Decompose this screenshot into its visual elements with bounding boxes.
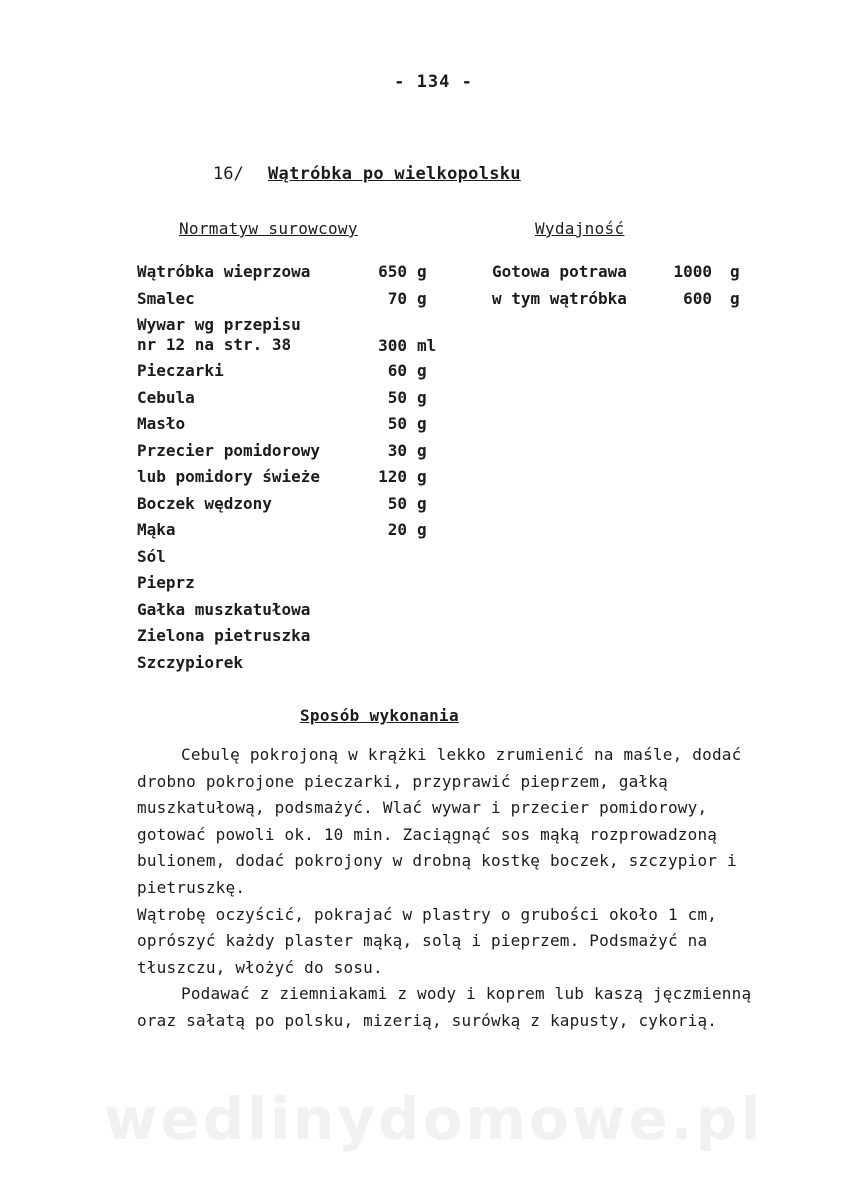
ingredient-name: Masło — [137, 414, 186, 433]
ingredient-quantity: 300 — [378, 336, 407, 355]
ingredient-unit: g — [417, 414, 427, 433]
ingredient-quantity: 70 — [387, 288, 407, 308]
ingredient-name: Pieprz — [137, 573, 195, 592]
ingredient-row — [137, 653, 457, 680]
ingredient-row — [137, 467, 457, 494]
ingredient-quantity: 120 — [378, 467, 407, 486]
ingredient-name: Sól — [137, 546, 166, 566]
method-paragraph: Wątrobę oczyścić, pokrajać w plastry o grubości około 1 cm, oprószyć każdy plaster mąką, solą i pieprzem. Podsmażyć na tłuszczu, włożyć do sosu. — [137, 904, 718, 977]
ingredient-row — [137, 262, 457, 289]
ingredient-row — [137, 289, 457, 316]
ingredient-row — [137, 361, 457, 388]
ingredient-unit: g — [417, 262, 427, 281]
yield-row — [492, 262, 752, 289]
ingredients-list — [137, 262, 457, 679]
ingredient-quantity: 650 — [378, 262, 407, 281]
ingredient-quantity: 50 — [387, 387, 407, 407]
ingredient-name: Mąka — [137, 520, 176, 539]
yield-quantity: 600 — [683, 289, 712, 308]
yield-row — [492, 289, 752, 316]
yield-name: w tym wątróbka — [492, 289, 627, 308]
ingredient-quantity: 50 — [387, 493, 407, 513]
ingredient-name: Szczypiorek — [137, 652, 243, 672]
ingredient-quantity: 50 — [387, 414, 407, 433]
watermark: wedlinydomowe.pl — [103, 1085, 764, 1153]
method-heading: Sposób wykonania — [300, 706, 459, 725]
ingredient-quantity: 60 — [387, 361, 407, 380]
ingredient-name: Przecier pomidorowy — [137, 440, 321, 460]
ingredients-heading: Normatyw surowcowy — [179, 219, 358, 238]
ingredient-name: Cebula — [137, 387, 195, 407]
ingredient-name: Gałka muszkatułowa — [137, 599, 311, 619]
yield-list — [492, 262, 752, 316]
ingredient-quantity: 20 — [387, 520, 407, 539]
ingredient-unit: g — [417, 387, 427, 407]
ingredient-unit: g — [417, 493, 427, 513]
ingredient-quantity: 30 — [387, 440, 407, 460]
ingredient-row — [137, 494, 457, 521]
ingredient-name: lub pomidory świeże — [137, 467, 321, 486]
yield-quantity: 1000 — [673, 262, 712, 281]
ingredient-row — [137, 441, 457, 468]
recipe-number: 16/ — [213, 164, 244, 184]
ingredient-name: Wywar wg przepisu nr 12 na str. 38 — [137, 315, 301, 354]
ingredient-row — [137, 414, 457, 441]
yield-heading: Wydajność — [535, 219, 625, 238]
ingredient-unit: g — [417, 361, 427, 380]
yield-name: Gotowa potrawa — [492, 262, 627, 281]
ingredient-unit: ml — [417, 336, 437, 355]
ingredient-row — [137, 600, 457, 627]
ingredient-name: Boczek wędzony — [137, 493, 272, 513]
ingredient-unit: g — [417, 467, 427, 486]
ingredient-unit: g — [417, 520, 427, 539]
method-paragraph: Cebulę pokrojoną w krążki lekko zrumienić na maśle, dodać drobno pokrojone pieczarki, przyprawić pieprzem, gałką muszkatułową, podsmażyć. Wlać wywar i przecier pomidorowy, gotować powoli ok. 10 min. Zaciągnąć sos mąką rozprowadzoną bulionem, dodać pokrojony w drobną kostkę boczek, szczypior i pietruszkę. — [137, 745, 742, 897]
ingredient-row — [137, 573, 457, 600]
ingredient-unit: g — [417, 440, 427, 460]
ingredient-row — [137, 547, 457, 574]
ingredient-row — [137, 520, 457, 547]
ingredient-name: Wątróbka wieprzowa — [137, 262, 311, 281]
ingredient-name: Smalec — [137, 288, 195, 308]
page-number: - 134 - — [394, 72, 473, 92]
yield-unit: g — [730, 262, 740, 281]
ingredient-row — [137, 626, 457, 653]
ingredient-name: Zielona pietruszka — [137, 626, 311, 645]
method-paragraph: Podawać z ziemniakami z wody i koprem lub kaszą jęczmienną oraz sałatą po polsku, mizerią, surówką z kapusty, cykorią. — [137, 984, 752, 1030]
ingredient-unit: g — [417, 288, 427, 308]
ingredient-name: Pieczarki — [137, 361, 224, 380]
method-text — [137, 742, 757, 1035]
ingredient-row — [137, 315, 457, 361]
recipe-title: Wątróbka po wielkopolsku — [268, 164, 521, 184]
yield-unit: g — [730, 289, 740, 308]
ingredient-row — [137, 388, 457, 415]
